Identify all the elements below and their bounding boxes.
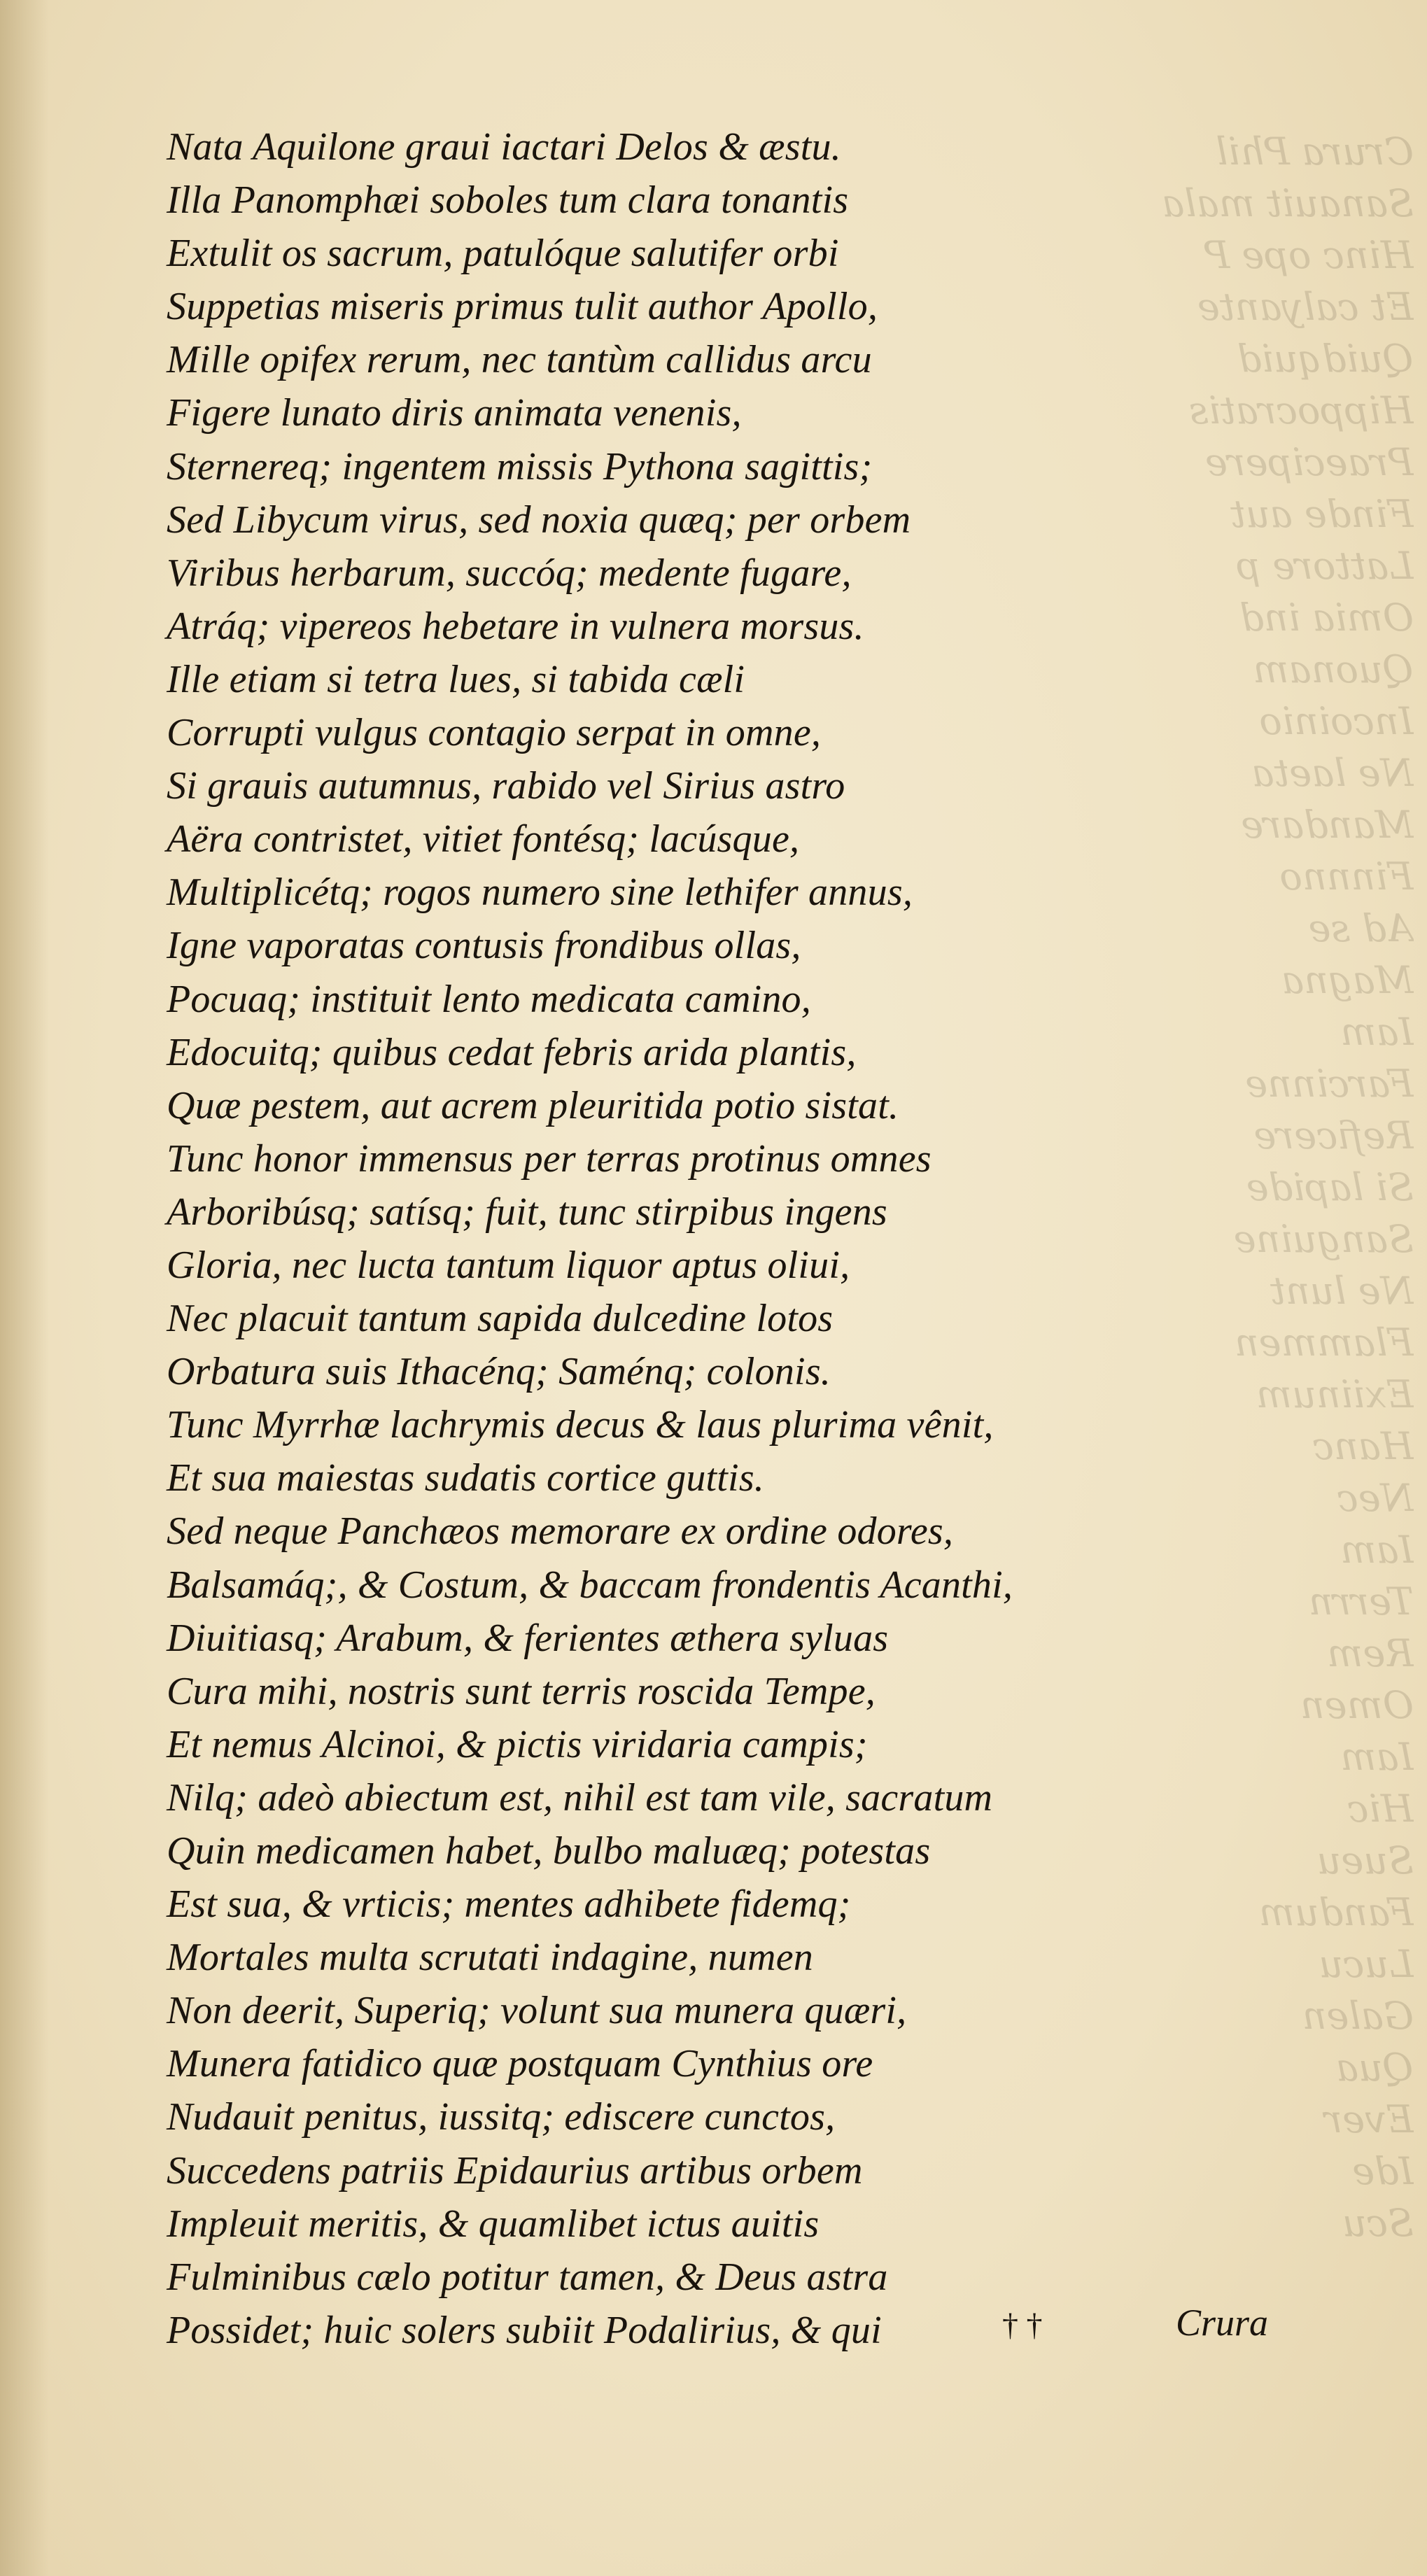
verse-line: Mille opifex rerum, nec tantùm callidus arcu: [167, 338, 872, 382]
verse-line: Igne vaporatas contusis frondibus ollas,: [167, 924, 801, 968]
poem-text-block: [167, 120, 1104, 2357]
verse-line: Suppetias miseris primus tulit author Apollo,: [167, 285, 878, 329]
verse-line: Mortales multa scrutati indagine, numen: [167, 1936, 813, 1980]
verse-line: Gloria, nec lucta tantum liquor aptus oliui,: [167, 1243, 850, 1287]
verse-line: Et nemus Alcinoi, & pictis viridaria campis;: [167, 1722, 868, 1766]
signature-mark: † †: [1002, 2307, 1043, 2342]
verse-line: Multiplicétq; rogos numero sine lethifer annus,: [167, 871, 913, 915]
verse-line: Corrupti vulgus contagio serpat in omne,: [167, 711, 822, 755]
verse-line: Edocuitq; quibus cedat febris arida plantis,: [167, 1030, 857, 1074]
verse-line: Tunc honor immensus per terras protinus omnes: [167, 1136, 932, 1181]
verse-line: Quæ pestem, aut acrem pleuritida potio sistat.: [167, 1083, 899, 1127]
verse-line: Viribus herbarum, succóq; medente fugare,: [167, 551, 852, 595]
verse-line: Possidet; huic solers subiit Podalirius, & qui: [167, 2308, 882, 2352]
verse-line: Cura mihi, nostris sunt terris roscida Tempe,: [167, 1669, 876, 1713]
verse-line: Et sua maiestas sudatis cortice guttis.: [167, 1456, 765, 1500]
verse-line: Impleuit meritis, & quamlibet ictus auitis: [167, 2202, 820, 2246]
verse-line: Arboribúsq; satísq; fuit, tunc stirpibus ingens: [167, 1190, 887, 1234]
verse-line: Est sua, & vrticis; mentes adhibete fidemq;: [167, 1882, 851, 1927]
verse-line: Illa Panomphæi soboles tum clara tonantis: [167, 178, 849, 223]
verse-line: Si grauis autumnus, rabido vel Sirius astro: [167, 764, 845, 808]
verse-line: Quin medicamen habet, bulbo maluæq; potestas: [167, 1829, 931, 1873]
verse-line: Non deerit, Superiq; volunt sua munera quæri,: [167, 1989, 907, 2033]
show-through-text: Crura Phil Sanauit mala Hinc ope P Et calyante Quidquid Hippocratis Praecipere Finde aut Lattore p Omia ind Quonam Incoinio Ne laeta Mandare Finnno Ad se Magna Iam Farcinne Reficere Si lapide Sanguine Ne lunt Flammen Exiinum Hanc Nec Iam Terrn Rem Omen Iam Hic Sueu Fandum Lucu Galen Qua Ever Ide Scu: [1162, 129, 1414, 2245]
verse-line: Orbatura suis Ithacénq; Saménq; colonis.: [167, 1350, 831, 1394]
verse-line: Nata Aquilone graui iactari Delos & æstu.: [167, 125, 841, 169]
verse-line: Extulit os sacrum, patulóque salutifer orbi: [167, 232, 839, 276]
verse-line: Nec placuit tantum sapida dulcedine lotos: [167, 1297, 834, 1341]
verse-line: Diuitiasq; Arabum, & ferientes æthera syluas: [167, 1616, 889, 1660]
verse-line: Nilq; adeò abiectum est, nihil est tam vile, sacratum: [167, 1775, 993, 1820]
verse-line: Sed Libycum virus, sed noxia quæq; per orbem: [167, 498, 911, 542]
verse-line: Sternereq; ingentem missis Pythona sagittis;: [167, 444, 873, 488]
verse-line: Ille etiam si tetra lues, si tabida cæli: [167, 657, 745, 701]
verse-line: Nudauit penitus, iussitq; ediscere cunctos,: [167, 2095, 836, 2139]
verse-line: Figere lunato diris animata venenis,: [167, 391, 742, 435]
verse-line: Munera fatidico quæ postquam Cynthius ore: [167, 2042, 873, 2086]
verse-line: Atráq; vipereos hebetare in vulnera morsus.: [167, 604, 864, 648]
page-edge-shadow: [0, 0, 49, 2576]
verse-line: Tunc Myrrhæ lachrymis decus & laus plurima vênit,: [167, 1403, 994, 1447]
verse-line: Succedens patriis Epidaurius artibus orbem: [167, 2148, 863, 2193]
verse-line: Aëra contristet, vitiet fontésq; lacúsque,: [167, 817, 800, 861]
catchword: Crura: [1176, 2302, 1269, 2344]
verse-line: Sed neque Panchæos memorare ex ordine odores,: [167, 1509, 954, 1554]
verse-line: Fulminibus cælo potitur tamen, & Deus astra: [167, 2255, 888, 2299]
verse-line: Pocuaq; instituit lento medicata camino,: [167, 977, 811, 1021]
verse-line: Balsamáq;, & Costum, & baccam frondentis Acanthi,: [167, 1563, 1013, 1607]
